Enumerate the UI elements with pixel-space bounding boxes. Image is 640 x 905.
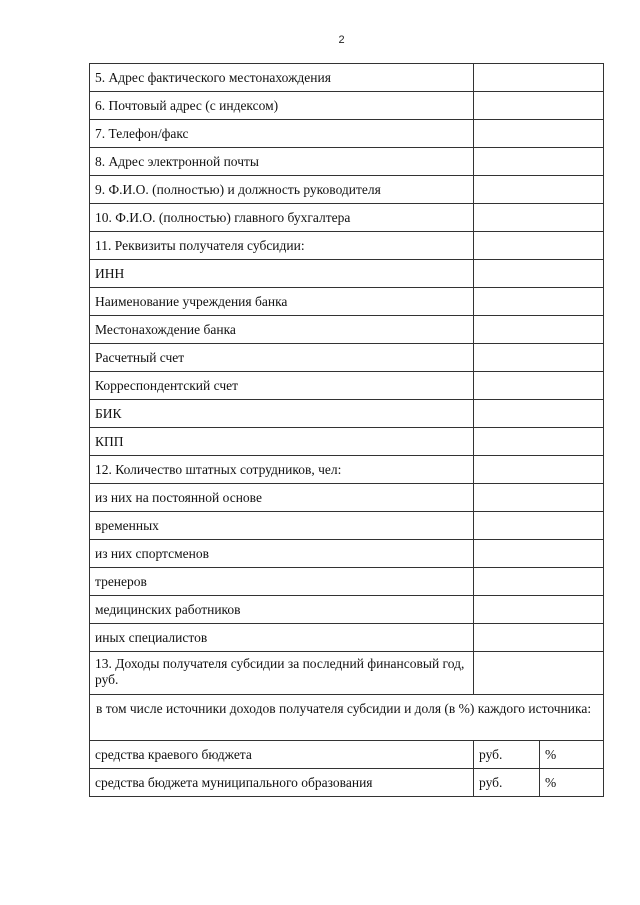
value-cell[interactable] [474, 624, 604, 652]
value-cell[interactable] [474, 232, 604, 260]
row-label: из них спортсменов [90, 540, 474, 568]
table-row [90, 372, 604, 400]
row-label: 13. Доходы получателя субсидии за последний финансовый год, руб. [90, 652, 474, 695]
row-label: БИК [90, 400, 474, 428]
value-cell[interactable] [474, 92, 604, 120]
value-cell[interactable] [474, 204, 604, 232]
table-row [90, 512, 604, 540]
application-form-table [89, 63, 604, 797]
value-cell[interactable] [474, 176, 604, 204]
income-amount-cell[interactable]: руб. [474, 769, 540, 797]
value-cell[interactable] [474, 64, 604, 92]
row-label: Корреспондентский счет [90, 372, 474, 400]
value-cell[interactable] [474, 512, 604, 540]
row-label: 10. Ф.И.О. (полностью) главного бухгалтера [90, 204, 474, 232]
income-amount-cell[interactable]: руб. [474, 741, 540, 769]
row-label: 8. Адрес электронной почты [90, 148, 474, 176]
row-label: 7. Телефон/факс [90, 120, 474, 148]
row-label: 11. Реквизиты получателя субсидии: [90, 232, 474, 260]
value-cell[interactable] [474, 148, 604, 176]
value-cell[interactable] [474, 344, 604, 372]
value-cell[interactable] [474, 456, 604, 484]
row-label: 9. Ф.И.О. (полностью) и должность руководителя [90, 176, 474, 204]
value-cell[interactable] [474, 316, 604, 344]
table-row [90, 596, 604, 624]
value-cell[interactable] [474, 288, 604, 316]
row-label: 5. Адрес фактического местонахождения [90, 64, 474, 92]
table-row [90, 204, 604, 232]
page-number: 2 [338, 34, 345, 46]
row-label: из них на постоянной основе [90, 484, 474, 512]
table-row [90, 120, 604, 148]
value-cell[interactable] [474, 484, 604, 512]
table-row [90, 484, 604, 512]
value-cell[interactable] [474, 428, 604, 456]
row-label: временных [90, 512, 474, 540]
value-cell[interactable] [474, 260, 604, 288]
row-label: 12. Количество штатных сотрудников, чел: [90, 456, 474, 484]
table-row [90, 176, 604, 204]
income-percent-cell[interactable]: % [540, 741, 604, 769]
value-cell[interactable] [474, 372, 604, 400]
table-row [90, 695, 604, 741]
row-label: тренеров [90, 568, 474, 596]
value-cell[interactable] [474, 400, 604, 428]
row-label: иных специалистов [90, 624, 474, 652]
income-percent-cell[interactable]: % [540, 769, 604, 797]
row-label: 6. Почтовый адрес (с индексом) [90, 92, 474, 120]
value-cell[interactable] [474, 568, 604, 596]
table-row [90, 456, 604, 484]
table-row [90, 148, 604, 176]
row-label: Наименование учреждения банка [90, 288, 474, 316]
income-source-label: средства краевого бюджета [90, 741, 474, 769]
table-row [90, 344, 604, 372]
table-row [90, 316, 604, 344]
table-row [90, 568, 604, 596]
value-cell[interactable] [474, 540, 604, 568]
table-row [90, 540, 604, 568]
table-row [90, 232, 604, 260]
row-label: КПП [90, 428, 474, 456]
row-label: Местонахождение банка [90, 316, 474, 344]
table-row [90, 92, 604, 120]
table-row [90, 624, 604, 652]
income-sources-heading: в том числе источники доходов получателя субсидии и доля (в %) каждого источника: [90, 695, 604, 741]
value-cell[interactable] [474, 120, 604, 148]
row-label: Расчетный счет [90, 344, 474, 372]
table-row [90, 741, 604, 769]
row-label: ИНН [90, 260, 474, 288]
table-row [90, 288, 604, 316]
table-row [90, 652, 604, 695]
table-row [90, 428, 604, 456]
table-row [90, 260, 604, 288]
row-label: медицинских работников [90, 596, 474, 624]
table-row [90, 400, 604, 428]
value-cell[interactable] [474, 596, 604, 624]
table-row [90, 769, 604, 797]
table-row [90, 64, 604, 92]
value-cell[interactable] [474, 652, 604, 695]
income-source-label: средства бюджета муниципального образования [90, 769, 474, 797]
